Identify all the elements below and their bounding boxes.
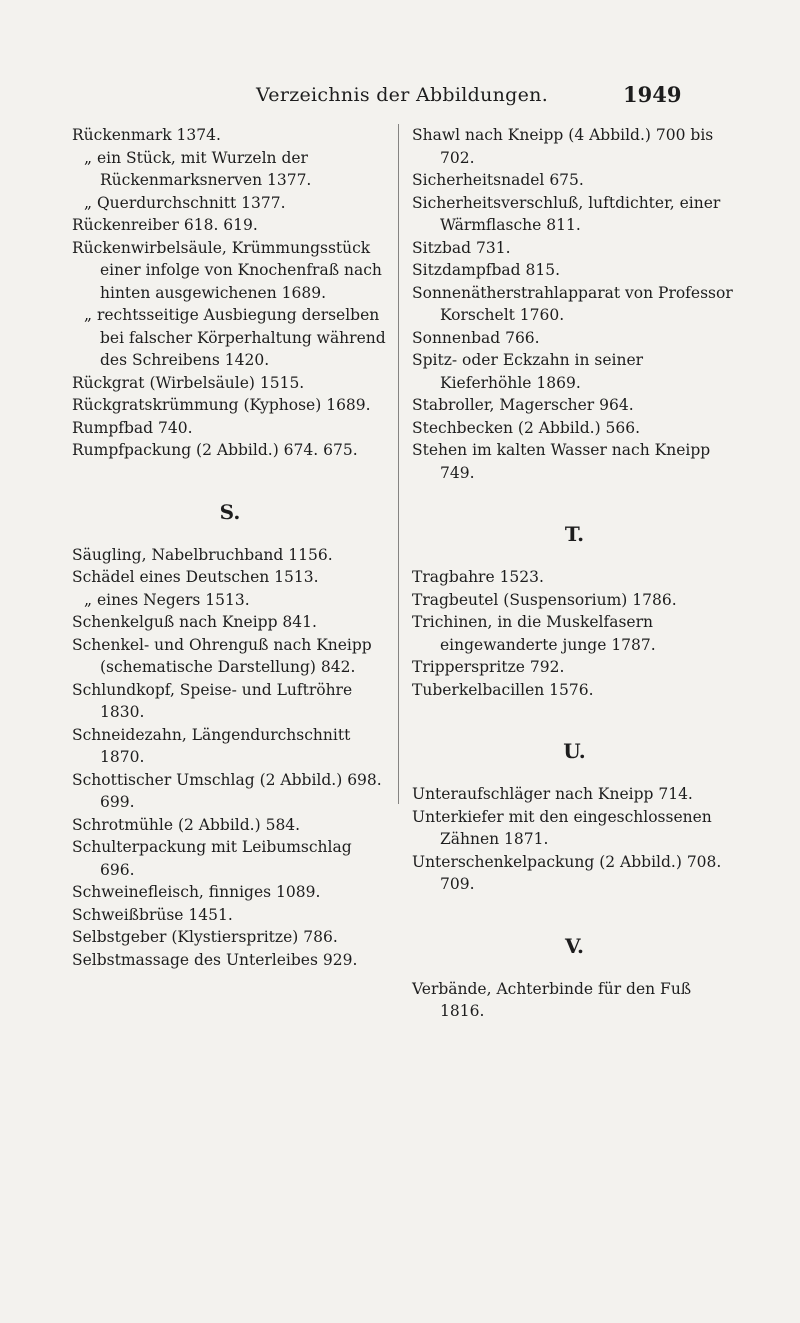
page-title: Verzeichnis der Abbildungen. — [256, 84, 549, 106]
index-entry: Schenkel- und Ohrenguß nach Kneipp (schematische Darstellung) 842. — [72, 635, 372, 676]
index-entry: Rückgrat (Wirbelsäule) 1515. — [72, 373, 305, 392]
entry-list-s — [72, 544, 388, 972]
index-entry: Schweinefleisch, finniges 1089. — [72, 883, 321, 901]
index-entry: Rückgratskrümmung (Kyphose) 1689. — [72, 396, 371, 414]
index-entry: Unterkiefer mit den eingeschlossenen Zähnen 1871. — [412, 807, 712, 848]
index-entry: Unteraufschläger nach Kneipp 714. — [412, 785, 693, 803]
entry-list-v — [412, 978, 737, 1023]
index-entry: Tragbahre 1523. — [412, 568, 544, 586]
index-entry: Schädel eines Deutschen 1513. — [72, 568, 319, 586]
index-entry: Schweißbrüse 1451. — [72, 905, 233, 924]
index-entry: Rückenmark 1374. — [72, 126, 221, 144]
index-entry: „ ein Stück, mit Wurzeln der Rückenmarksnerven 1377. — [84, 148, 312, 189]
index-entry: Shawl nach Kneipp (4 Abbild.) 700 bis 702. — [412, 126, 714, 167]
index-entry: Rumpfpackung (2 Abbild.) 674. 675. — [72, 441, 358, 459]
index-entry: Schottischer Umschlag (2 Abbild.) 698. 699. — [72, 770, 382, 811]
section-letter-s: S. — [219, 499, 241, 524]
index-entry: Sicherheitsverschluß, luftdichter, einer Wärmflasche 811. — [412, 193, 721, 234]
index-entry: Stehen im kalten Wasser nach Kneipp 749. — [412, 441, 711, 482]
index-entry: Sicherheitsnadel 675. — [412, 171, 584, 189]
page-header — [0, 84, 800, 114]
index-entry: Schneidezahn, Längendurchschnitt 1870. — [72, 725, 351, 766]
entry-list-s-continued — [412, 124, 737, 484]
column-divider — [398, 124, 399, 804]
index-entry: Selbstmassage des Unterleibes 929. — [72, 950, 358, 969]
page-number: 1949 — [623, 82, 682, 107]
left-column — [72, 124, 388, 971]
index-entry: Stechbecken (2 Abbild.) 566. — [412, 418, 641, 437]
index-entry: Spitz- oder Eckzahn in seiner Kieferhöhle 1869. — [412, 351, 644, 392]
section-letter-v: V. — [565, 933, 584, 958]
index-entry: „ rechtsseitige Ausbiegung derselben bei falscher Körperhaltung während des Schreibens 1420. — [84, 306, 386, 369]
index-entry: Sonnenbad 766. — [412, 328, 540, 347]
section-letter-u: U. — [563, 739, 586, 763]
index-entry: Rumpfbad 740. — [72, 418, 193, 437]
index-entry: Sitzbad 731. — [412, 238, 511, 257]
index-entry: Selbstgeber (Klystierspritze) 786. — [72, 928, 338, 946]
index-entry: Säugling, Nabelbruchband 1156. — [72, 545, 333, 564]
index-entry: Schenkelguß nach Kneipp 841. — [72, 613, 317, 631]
index-entry: Sonnenätherstrahlapparat von Professor Korschelt 1760. — [412, 283, 733, 324]
index-entry: Unterschenkelpackung (2 Abbild.) 708. 709. — [412, 852, 722, 893]
index-entry: Tripperspritze 792. — [412, 658, 565, 676]
index-entry: „ eines Negers 1513. — [84, 590, 250, 609]
section-letter-t: T. — [564, 522, 585, 546]
index-entry: Verbände, Achterbinde für den Fuß 1816. — [412, 979, 692, 1020]
entry-list-r — [72, 124, 388, 462]
entry-list-t — [412, 566, 737, 701]
index-entry: Rückenreiber 618. 619. — [72, 216, 258, 234]
index-entry: Schulterpackung mit Leibumschlag 696. — [72, 838, 352, 879]
index-entry: „ Querdurchschnitt 1377. — [84, 193, 286, 212]
entry-list-u — [412, 783, 737, 896]
index-entry: Stabroller, Magerscher 964. — [412, 396, 634, 414]
index-entry: Schlundkopf, Speise- und Luftröhre 1830. — [72, 680, 353, 721]
index-entry: Sitzdampfbad 815. — [412, 261, 561, 279]
index-entry: Rückenwirbelsäule, Krümmungsstück einer infolge von Knochenfraß nach hinten ausgewichenen 1689. — [72, 238, 382, 302]
index-entry: Tuberkelbacillen 1576. — [412, 680, 594, 699]
index-entry: Tragbeutel (Suspensorium) 1786. — [412, 590, 677, 609]
right-column — [412, 124, 737, 1023]
index-entry: Schrotmühle (2 Abbild.) 584. — [72, 815, 301, 834]
index-entry: Trichinen, in die Muskelfasern eingewanderte junge 1787. — [412, 613, 656, 654]
